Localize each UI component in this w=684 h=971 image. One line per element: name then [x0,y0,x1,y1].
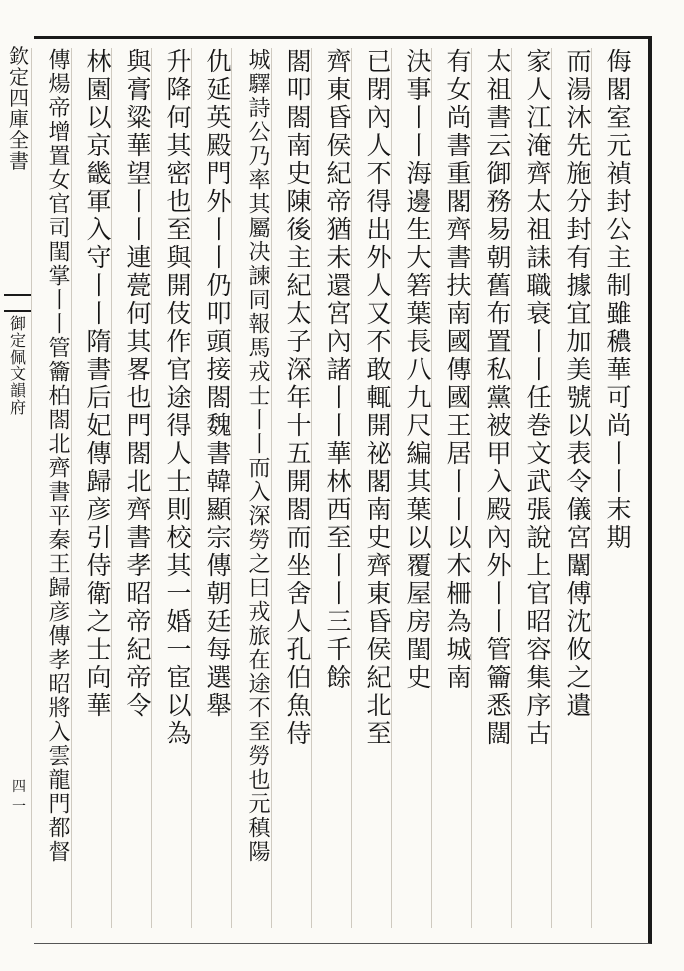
column-text: 仇延英殿門外丨丨仍叩頭接閤魏書韓顯宗傳朝廷每選舉 [203,48,232,720]
margin-char: 佩 [9,347,26,367]
margin-char: 全 [9,128,29,152]
page-number: 四一 [12,779,26,815]
text-columns [42,48,642,928]
column-text: 齊東昏侯紀帝猶未還宮內諸丨丨華林西至丨丨三千餘 [323,48,352,692]
column-text: 已閉內人不得出外人又不敢輒開祕閣南史齊東昏侯紀北至 [363,48,392,748]
book-title [5,316,31,417]
text-column-15 [31,48,82,928]
fish-tail-mark [4,294,32,312]
column-text: 傳煬帝增置女官司閨掌丨丨管籥柏閤北齊書平秦王歸彦傳孝昭將入雲龍門都督 [45,48,70,864]
margin-char: 文 [9,364,26,384]
column-text: 林園以京畿軍入守丨丨隋書后妃傳歸彦引侍衛之士向華 [83,48,112,720]
margin-char: 欽 [9,44,29,68]
column-text: 城驛詩公乃率其屬决諫同報馬戎士丨丨而入深勞之曰戎旅在途不至勞也元稹陽 [245,48,270,864]
margin-char: 定 [9,330,26,350]
column-text: 太祖書云御務易朝舊布置私黨被甲入殿內外丨丨管籥悉闊 [483,48,512,748]
margin-char: 四 [9,86,29,110]
column-text: 有女尚書重閣齊書扶南國傳國王居丨丨以木柵為城南 [443,48,472,692]
page-margin [0,36,34,944]
column-text: 與膏粱華望丨丨連甍何其畧也門閤北齊書孝昭帝紀帝令 [123,48,152,720]
column-text: 升降何其密也至與開伎作官途得人士則校其一婚一宦以為 [163,48,192,748]
margin-char: 御 [9,314,26,333]
collection-title [6,46,32,172]
column-text: 決事丨丨海邊生大箬葉長八九尺編其葉以覆屋房閨史 [403,48,432,692]
column-text: 家人江淹齊太祖誄職衰丨丨任巻文武張說上官昭容集序古 [523,48,552,748]
margin-char: 庫 [9,107,29,131]
column-text: 侮閣室元禎封公主制雖穠華可尚丨丨末期 [603,48,632,552]
margin-char: 韻 [9,381,26,401]
margin-char: 府 [9,397,26,417]
margin-char: 書 [9,149,29,173]
column-text: 閤叩閤南史陳後主紀太子深年十五開閤而坐舍人孔伯魚侍 [283,48,312,748]
column-text: 而湯沐先施分封有據宜加美號以表令儀宮闈傅沈攸之遺 [563,48,592,720]
margin-char: 定 [9,65,29,89]
